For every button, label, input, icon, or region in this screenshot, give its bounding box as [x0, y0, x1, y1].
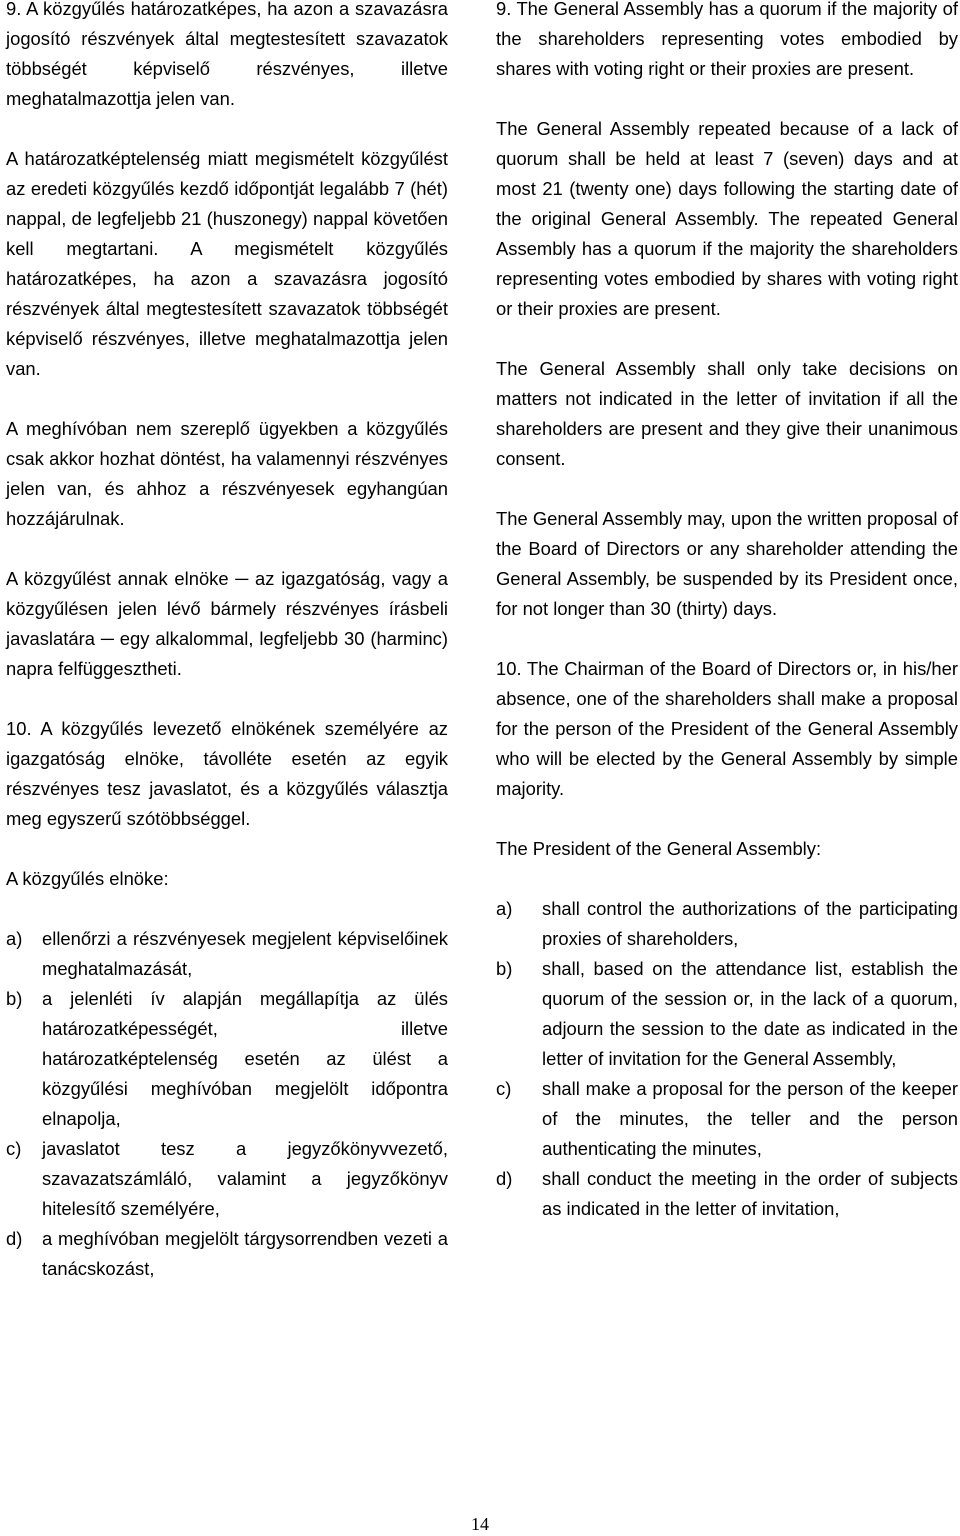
list-item [496, 954, 958, 1074]
list-item [6, 1224, 448, 1284]
list-item-label: d) [6, 1228, 23, 1249]
hu-paragraph-suspension: A közgyűlést annak elnöke ─ az igazgatóság, vagy a közgyűlésen jelen lévő bármely részvényes írásbeli javaslatára ─ egy alkalommal, legfeljebb 30 (harminc) napra felfüggesztheti. [6, 568, 448, 679]
list-item [6, 984, 448, 1134]
en-duties-list [496, 894, 958, 1224]
hu-paragraph-repeated-assembly: A határozatképtelenség miatt megismételt közgyűlést az eredeti közgyűlés kezdő időpontját legalább 7 (hét) nappal, de legfeljebb 21 (huszonegy) nappal követően kell megtartani. A megismételt közgyűlés határozatképes, ha azon a szavazásra jogosító részvények által megtestesített szavazatok többségét képviselő részvényes, illetve meghatalmazottja jelen van. [6, 148, 448, 379]
english-column [496, 0, 958, 1254]
list-item-text: shall control the authorizations of the participating proxies of shareholders, [542, 898, 958, 949]
list-item-text: shall conduct the meeting in the order of subjects as indicated in the letter of invitation, [542, 1168, 958, 1219]
list-item [496, 894, 958, 954]
en-paragraph-matters-not-in-invitation: The General Assembly shall only take decisions on matters not indicated in the letter of invitation if all the shareholders are present and they give their unanimous consent. [496, 358, 958, 469]
en-paragraph-quorum: 9. The General Assembly has a quorum if the majority of the shareholders representing votes embodied by shares with voting right or their proxies are present. [496, 0, 958, 79]
hu-paragraph-president-duties-intro: A közgyűlés elnöke: [6, 868, 169, 889]
list-item-label: b) [496, 958, 513, 979]
list-item-label: a) [496, 898, 513, 919]
list-item-label: b) [6, 988, 23, 1009]
list-item-text: javaslatot tesz a jegyzőkönyvvezető, szavazatszámláló, valamint a jegyzőkönyv hitelesítő személyére, [42, 1138, 448, 1219]
list-item-label: c) [6, 1138, 22, 1159]
hu-paragraph-quorum: 9. A közgyűlés határozatképes, ha azon a szavazásra jogosító részvények által megtestesített szavazatok többségét képviselő részvényes, illetve meghatalmazottja jelen van. [6, 0, 448, 109]
list-item [6, 1134, 448, 1224]
list-item-label: c) [496, 1078, 512, 1099]
hu-duties-list [6, 924, 448, 1284]
list-item-text: a meghívóban megjelölt tárgysorrendben vezeti a tanácskozást, [42, 1228, 448, 1279]
hu-paragraph-matters-not-in-invitation: A meghívóban nem szereplő ügyekben a közgyűlés csak akkor hozhat döntést, ha valamennyi részvényes jelen van, és ahhoz a részvényesek egyhangúan hozzájárulnak. [6, 418, 448, 529]
en-paragraph-president-duties-intro: The President of the General Assembly: [496, 838, 822, 859]
list-item-text: a jelenléti ív alapján megállapítja az ülés határozatképességét, illetve határozatképtelenség esetén az ülést a közgyűlési meghívóban megjelölt időpontra elnapolja, [42, 988, 448, 1129]
list-item-label: a) [6, 928, 23, 949]
list-item-text: shall, based on the attendance list, establish the quorum of the session or, in the lack of a quorum, adjourn the session to the date as indicated in the letter of invitation for the General Assembly, [542, 958, 958, 1069]
en-paragraph-chairman-election: 10. The Chairman of the Board of Directors or, in his/her absence, one of the shareholders shall make a proposal for the person of the President of the General Assembly who will be elected by the General Assembly by simple majority. [496, 658, 958, 799]
hu-paragraph-chairman-election: 10. A közgyűlés levezető elnökének személyére az igazgatóság elnöke, távolléte esetén az egyik részvényes tesz javaslatot, és a közgyűlés választja meg egyszerű szótöbbséggel. [6, 718, 448, 829]
page-number: 14 [471, 1514, 489, 1534]
list-item-label: d) [496, 1168, 513, 1189]
en-paragraph-suspension: The General Assembly may, upon the written proposal of the Board of Directors or any shareholder attending the General Assembly, be suspended by its President once, for not longer than 30 (thirty) days. [496, 508, 958, 619]
list-item [496, 1074, 958, 1164]
list-item-text: shall make a proposal for the person of the keeper of the minutes, the teller and the person authenticating the minutes, [542, 1078, 958, 1159]
list-item-text: ellenőrzi a részvényesek megjelent képviselőinek meghatalmazását, [42, 928, 448, 979]
en-paragraph-repeated-assembly: The General Assembly repeated because of a lack of quorum shall be held at least 7 (seven) days and at most 21 (twenty one) days following the starting date of the original General Assembly. The repeated General Assembly has a quorum if the majority the shareholders representing votes embodied by shares with voting right or their proxies are present. [496, 118, 958, 319]
list-item [6, 924, 448, 984]
hungarian-column [6, 0, 448, 1314]
list-item [496, 1164, 958, 1224]
